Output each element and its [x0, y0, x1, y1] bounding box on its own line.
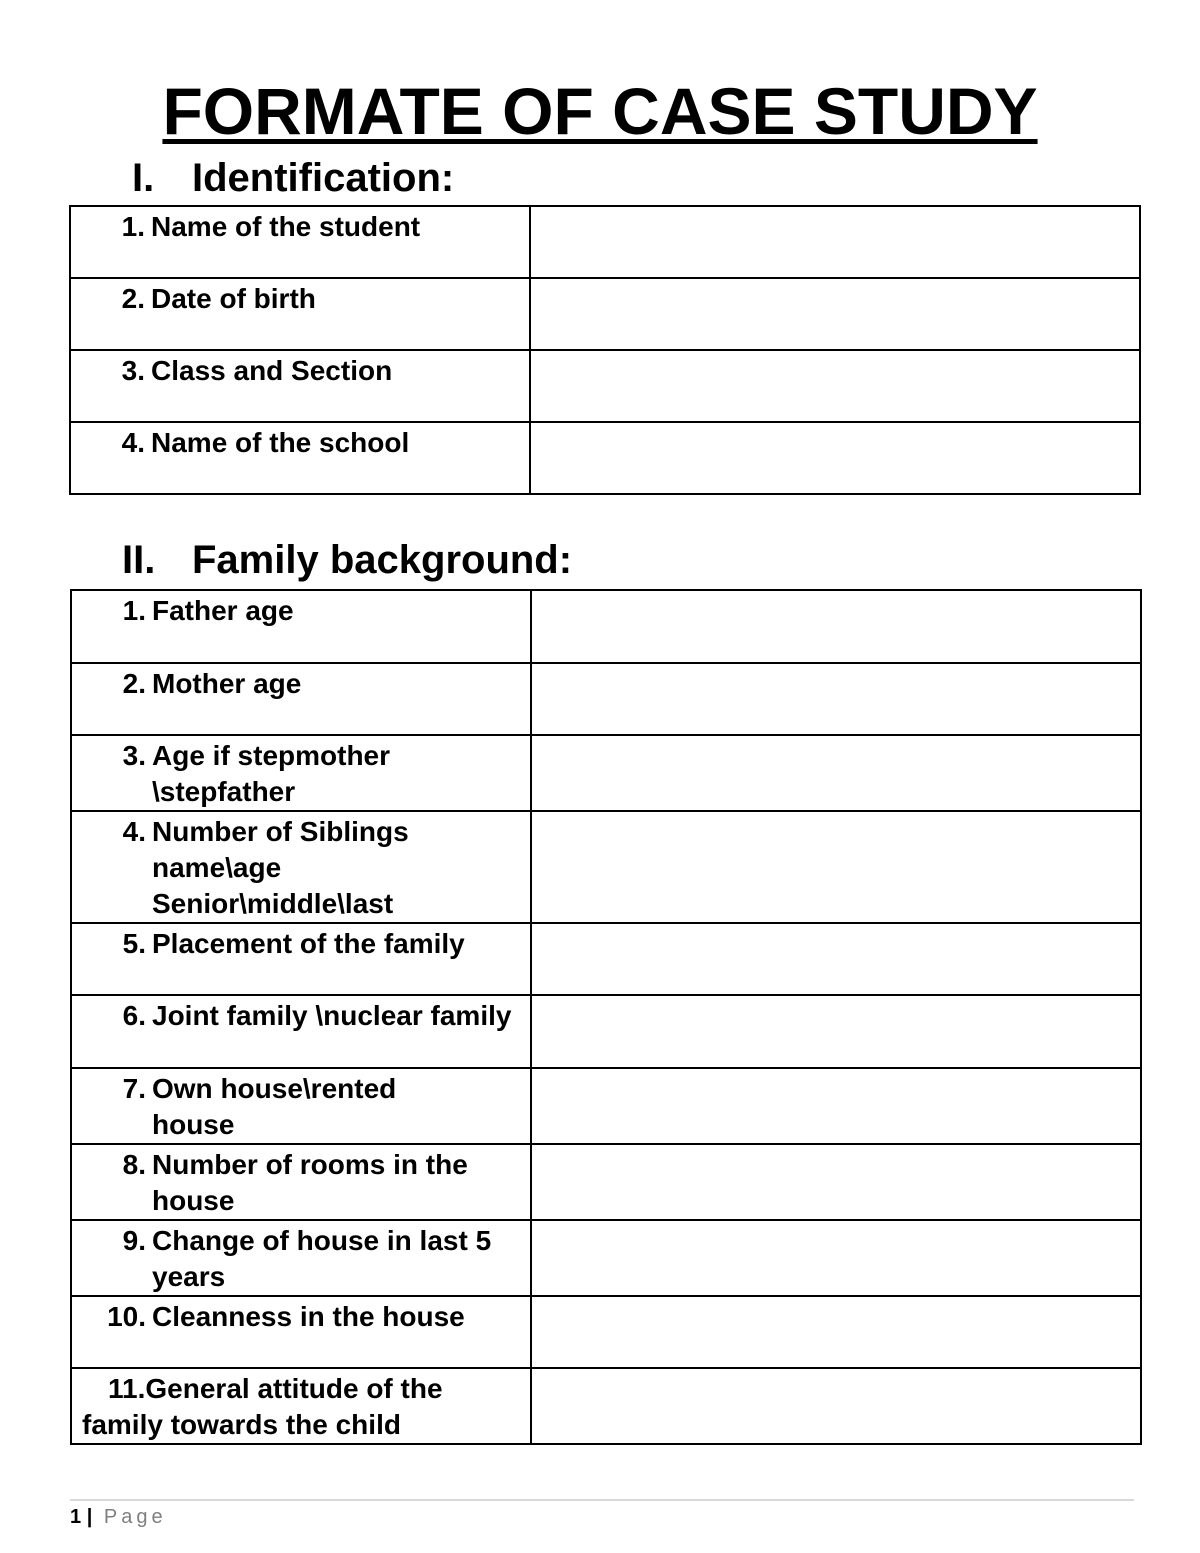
- field-label: Mother age: [152, 668, 302, 699]
- item-number: 4.: [121, 427, 145, 458]
- field-input-cell[interactable]: [531, 1296, 1141, 1368]
- field-input-cell[interactable]: [531, 923, 1141, 995]
- table-row: [70, 350, 1140, 422]
- item-number: 8.: [122, 1149, 146, 1180]
- field-label: Father age: [152, 595, 294, 626]
- item-number: 10.: [107, 1301, 146, 1332]
- field-input-cell[interactable]: [530, 422, 1140, 494]
- field-label-cell: [71, 923, 531, 995]
- field-label-cell: [71, 663, 531, 735]
- field-input-cell[interactable]: [530, 278, 1140, 350]
- identification-table: [69, 205, 1141, 495]
- field-input-cell[interactable]: [531, 811, 1141, 923]
- field-label: Age if stepmother \stepfather: [152, 740, 391, 807]
- item-number: 4.: [122, 816, 146, 847]
- field-label: Own house\rented house: [152, 1073, 397, 1140]
- section-title: Family background:: [192, 538, 573, 582]
- field-label-cell: [71, 1296, 531, 1368]
- document-title: FORMATE OF CASE STUDY: [162, 74, 1038, 148]
- table-row: [71, 590, 1141, 663]
- field-label: Number of Siblings name\age Senior\middle\last: [152, 816, 409, 919]
- field-input-cell[interactable]: [531, 1144, 1141, 1220]
- table-row: [71, 1220, 1141, 1296]
- table-row: [71, 663, 1141, 735]
- item-number: 6.: [122, 1000, 146, 1031]
- field-label-cell: [70, 206, 530, 278]
- item-number: 3.: [122, 740, 146, 771]
- field-label: Cleanness in the house: [152, 1301, 465, 1332]
- table-row: [71, 923, 1141, 995]
- field-input-cell[interactable]: [531, 995, 1141, 1068]
- field-label-cell: [71, 1144, 531, 1220]
- field-input-cell[interactable]: [531, 735, 1141, 811]
- table-row: [71, 995, 1141, 1068]
- table-row: [71, 1068, 1141, 1144]
- field-label: Date of birth: [151, 283, 316, 314]
- field-label-cell: [71, 1368, 531, 1444]
- field-label: Joint family \nuclear family: [152, 1000, 512, 1031]
- table-row: [71, 1296, 1141, 1368]
- item-number: 2.: [121, 283, 145, 314]
- table-row: [71, 735, 1141, 811]
- field-input-cell[interactable]: [530, 206, 1140, 278]
- field-input-cell[interactable]: [531, 663, 1141, 735]
- field-label: Placement of the family: [152, 928, 465, 959]
- page-footer: [70, 1505, 167, 1529]
- field-label: Name of the student: [151, 211, 421, 242]
- field-label-cell: [70, 350, 530, 422]
- section-number: I.: [132, 156, 155, 200]
- field-label-cell: [71, 811, 531, 923]
- field-label: Class and Section: [151, 355, 393, 386]
- field-label: Name of the school: [151, 427, 410, 458]
- field-label-cell: [71, 995, 531, 1068]
- field-label-cell: [71, 735, 531, 811]
- table-row: [70, 206, 1140, 278]
- section-title: Identification:: [192, 156, 455, 200]
- field-input-cell[interactable]: [531, 590, 1141, 663]
- field-label: Number of rooms in the house: [152, 1149, 468, 1216]
- item-number: 11.: [108, 1373, 146, 1404]
- section-identification-heading: [132, 154, 454, 202]
- page-label: Page: [103, 1506, 167, 1528]
- section-family-background-heading: [122, 536, 572, 584]
- table-row: [71, 811, 1141, 923]
- field-input-cell[interactable]: [531, 1368, 1141, 1444]
- field-label-cell: [71, 1068, 531, 1144]
- table-row: [71, 1368, 1141, 1444]
- item-number: 9.: [122, 1225, 146, 1256]
- field-label-cell: [71, 590, 531, 663]
- item-number: 3.: [121, 355, 145, 386]
- field-label-cell: [70, 422, 530, 494]
- table-row: [70, 422, 1140, 494]
- item-number: 1.: [121, 211, 145, 242]
- field-label: Change of house in last 5 years: [152, 1225, 492, 1292]
- item-number: 2.: [122, 668, 146, 699]
- item-number: 1.: [122, 595, 146, 626]
- footer-divider: [70, 1499, 1134, 1501]
- footer-separator: |: [86, 1506, 93, 1528]
- page-number: 1: [70, 1506, 82, 1528]
- field-label: General attitude of the family towards the child: [82, 1373, 443, 1440]
- field-input-cell[interactable]: [531, 1220, 1141, 1296]
- family-background-table: [70, 589, 1142, 1445]
- field-label-cell: [71, 1220, 531, 1296]
- table-row: [70, 278, 1140, 350]
- field-input-cell[interactable]: [531, 1068, 1141, 1144]
- item-number: 5.: [122, 928, 146, 959]
- item-number: 7.: [122, 1073, 146, 1104]
- field-input-cell[interactable]: [530, 350, 1140, 422]
- field-label-cell: [70, 278, 530, 350]
- table-row: [71, 1144, 1141, 1220]
- section-number: II.: [122, 538, 156, 582]
